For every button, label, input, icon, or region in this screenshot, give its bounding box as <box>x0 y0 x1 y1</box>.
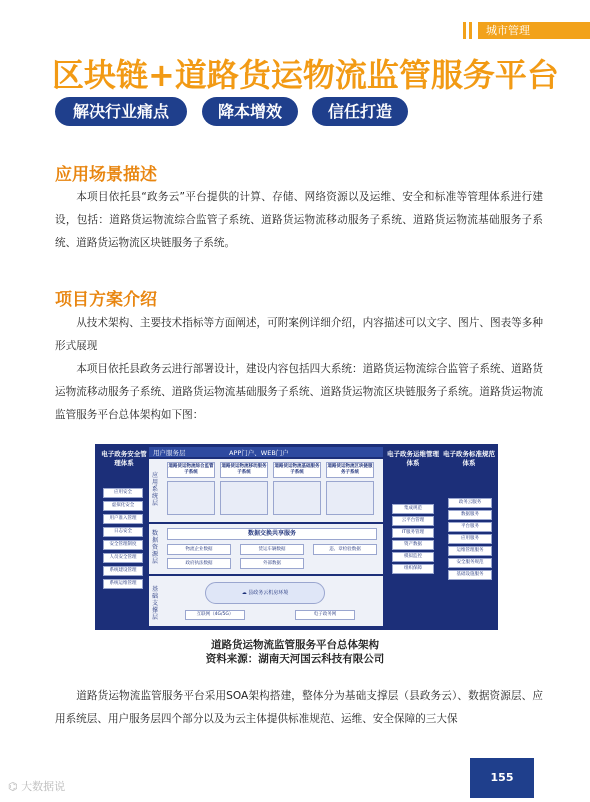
std-item: 安全服务规范 <box>448 558 492 568</box>
security-item: 用户准入管理 <box>103 514 143 524</box>
data-layer-label: 数据资源层 <box>152 530 159 565</box>
security-item: 人员安全管理 <box>103 553 143 563</box>
std-item: 政务云服务 <box>448 498 492 508</box>
header-decoration <box>463 22 472 39</box>
closing-text: 道路货运物流监管服务平台采用SOA架构搭建，整体分为基础支撑层（县政务云）、数据资源层、应用系统层、用户服务层四个部分以及为云主体提供标准规范、运维、安全保障的三大保 <box>55 690 543 725</box>
network-item: 互联网（4G/5G） <box>185 610 245 620</box>
app-layer-label: 应用系统层 <box>152 472 159 507</box>
subsystem-module-panel <box>220 481 268 515</box>
ops-system-title: 电子政务运维管理体系 <box>387 450 439 467</box>
subsystem-box: 道路货运物流综合监管子系统 <box>167 462 215 478</box>
base-layer-label: 基础支撑层 <box>152 586 159 621</box>
std-system-title: 电子政务标准规范体系 <box>443 450 495 467</box>
network-item: 电子政务网 <box>295 610 355 620</box>
subsystem-module-panel <box>273 481 321 515</box>
section-heading-scene: 应用场景描述 <box>55 165 157 185</box>
ops-item: IT服务管理 <box>392 528 434 538</box>
subsystem-box: 道路货运物流移动服务子系统 <box>220 462 268 478</box>
security-item: 安全管理制度 <box>103 540 143 550</box>
section-tag: 城市管理 <box>478 22 590 39</box>
std-item: 数据服务 <box>448 510 492 520</box>
figure-source: 资料来源：湖南天河国云科技有限公司 <box>205 653 385 665</box>
subsystem-box: 道路货运物流基础服务子系统 <box>273 462 321 478</box>
figure-caption: 道路货运物流监管服务平台总体架构 <box>211 639 379 651</box>
tag-cost-reduction: 降本增效 <box>202 97 298 126</box>
data-item: 政府执法数据 <box>167 558 231 569</box>
subsystem-box: 道路货运物流区块链服务子系统 <box>326 462 374 478</box>
user-channels: APP门户、WEB门户 <box>229 449 289 457</box>
watermark <box>8 778 65 794</box>
security-item: 系统建设管理 <box>103 566 143 576</box>
cloud-box <box>205 582 325 604</box>
watermark-text: 大数据说 <box>21 780 66 793</box>
ops-item: 云平台管理 <box>392 516 434 526</box>
security-item: 应用安全 <box>103 488 143 498</box>
closing-paragraph <box>55 685 543 731</box>
data-item: 物流企业数据 <box>167 544 231 555</box>
user-layer-label: 用户服务层 <box>153 449 186 457</box>
std-item: 基础设施服务 <box>448 570 492 580</box>
scene-text: 本项目依托县“政务云”平台提供的计算、存储、网络资源以及运维、安全和标准等管理体系进行建设，包括：道路货运物流综合监管子系统、道路货运物流移动服务子系统、道路货运物流基础服务子系统、道路货运物流区块链服务子系统。 <box>55 191 543 249</box>
data-item: 外部数据 <box>240 558 304 569</box>
tag-pain-points: 解决行业痛点 <box>55 97 187 126</box>
ops-item: 资产数据 <box>392 540 434 550</box>
plan-text-2: 本项目依托县政务云进行部署设计，建设内容包括四大系统：道路货运物流综合监管子系统、道路货运物流移动服务子系统、道路货运物流基础服务子系统、道路货运物流区块链服务子系统。道路货运物流监管服务平台总体架构如下图： <box>55 363 543 421</box>
security-item: 系统运维管理 <box>103 579 143 589</box>
watermark-icon: ⌬ <box>8 780 22 793</box>
security-item: 虚拟化安全 <box>103 501 143 511</box>
tag-trust: 信任打造 <box>312 97 408 126</box>
page-title: 区块链+道路货运物流监管服务平台 <box>52 56 559 94</box>
cloud-icon: ☁ <box>241 590 249 596</box>
plan-paragraph <box>55 312 543 427</box>
scene-paragraph <box>55 186 543 255</box>
data-exchange-box: 数据交换共享服务 <box>167 528 377 540</box>
data-item: 货运车辆数据 <box>240 544 304 555</box>
data-item: 违、章检验数据 <box>313 544 377 555</box>
std-item: 运维管理服务 <box>448 546 492 556</box>
security-system-title: 电子政务安全管理体系 <box>101 450 147 467</box>
section-heading-plan: 项目方案介绍 <box>55 290 157 310</box>
security-item: 日志安全 <box>103 527 143 537</box>
ops-item: 模拟监控 <box>392 552 434 562</box>
subsystem-module-panel <box>326 481 374 515</box>
ops-item: 集成规范 <box>392 504 434 514</box>
plan-text-1: 从技术架构、主要技术指标等方面阐述，可附案例详细介绍，内容描述可以文字、图片、图表等多种形式展现 <box>55 317 543 352</box>
page-number: 155 <box>470 758 534 798</box>
std-item: 应用服务 <box>448 534 492 544</box>
std-item: 平台服务 <box>448 522 492 532</box>
architecture-diagram <box>95 444 498 630</box>
subsystem-module-panel <box>167 481 215 515</box>
ops-item: 组织保障 <box>392 564 434 574</box>
cloud-label: 县政务云机房环境 <box>248 590 289 596</box>
